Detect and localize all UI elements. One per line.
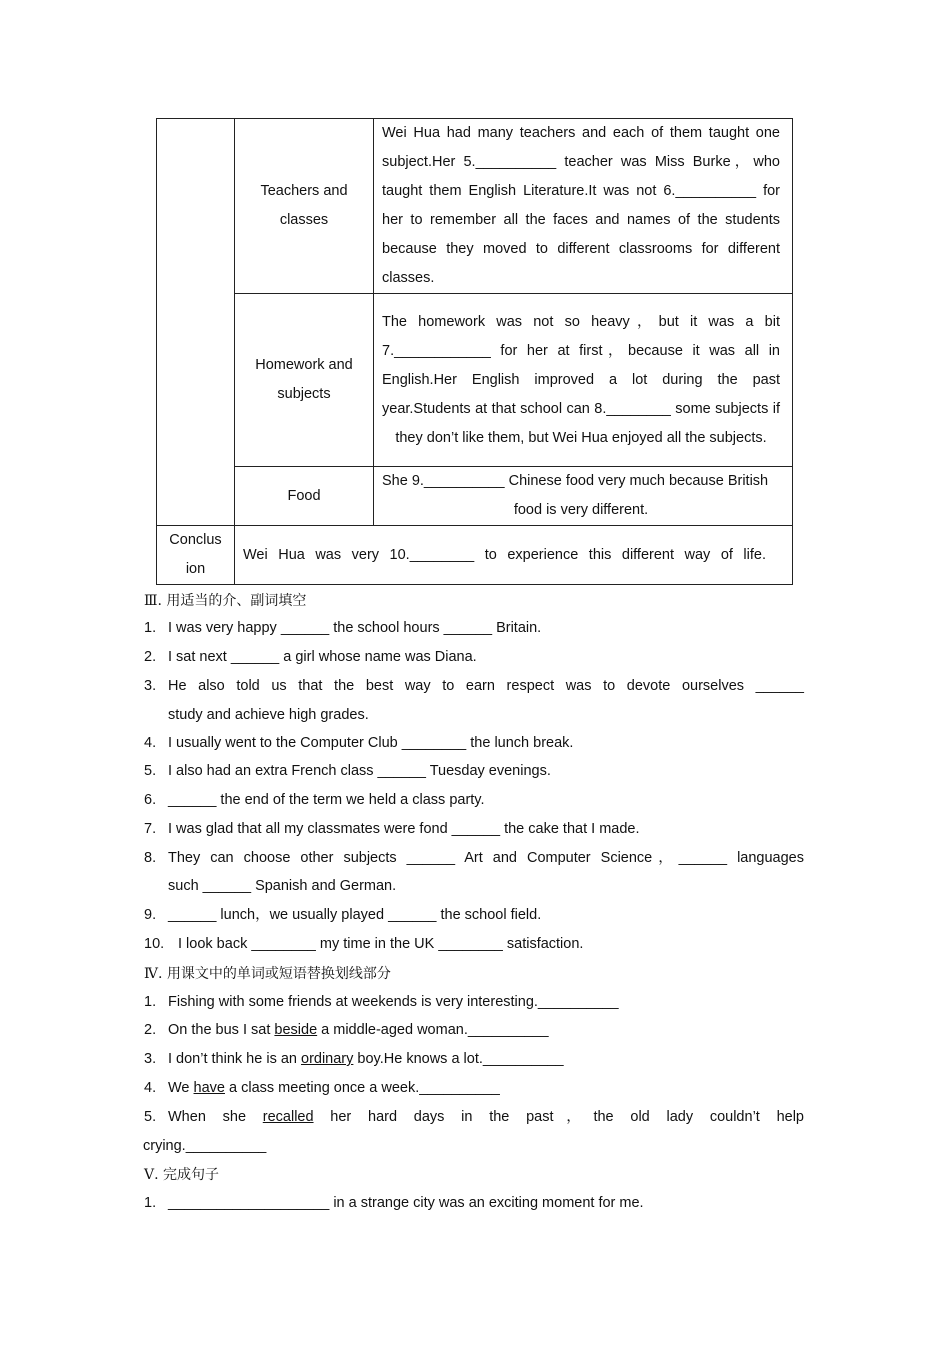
item-text: I was glad that all my classmates were fond ______ the cake that I made.	[168, 821, 640, 837]
list-item	[144, 815, 804, 844]
conclusion-text: Wei Hua was very 10.________ to experience this different way of life.	[243, 546, 766, 563]
table-row-teachers	[157, 119, 793, 294]
item-text: We have a class meeting once a week.__________	[168, 1080, 500, 1096]
item-number: 4.	[144, 735, 157, 751]
item-text: When she recalled her hard days in the past，the old lady couldn’t help	[168, 1109, 804, 1125]
row-label-cell	[235, 119, 374, 294]
row-label-line: Teachers and	[260, 183, 348, 199]
item-number: 1.	[144, 1195, 157, 1211]
section-title: Ⅴ. 完成句子	[144, 1167, 220, 1183]
item-number: 7.	[144, 821, 157, 837]
row-label-line: Homework and	[255, 357, 353, 373]
item-number: 2.	[144, 1022, 157, 1038]
section-title: Ⅲ. 用适当的介、副词填空	[144, 593, 307, 609]
item-text: Fishing with some friends at weekends is very interesting.__________	[168, 994, 619, 1010]
list-item	[144, 1045, 804, 1074]
list-item	[144, 930, 804, 959]
row-text: She 9.__________ Chinese food very much because British food is very different.	[382, 473, 769, 518]
list-item	[144, 988, 804, 1017]
list-item	[144, 901, 804, 930]
item-text: They can choose other subjects ______ Art and Computer Science，______ languages	[168, 850, 804, 866]
row-text: Wei Hua had many teachers and each of them taught one subject.Her 5.__________ teacher was Miss Burke，who taught them English Literature.It was not 6.__________ for her to remember all the faces and names of the students because they moved to different classrooms for different classes.	[382, 125, 780, 286]
row-text-cell	[374, 119, 793, 294]
item-number: 6.	[144, 792, 157, 808]
row-label-line: Food	[287, 487, 321, 504]
conclusion-label-line: Conclus	[169, 532, 222, 548]
item-number: 3.	[144, 1051, 157, 1067]
item-text: On the bus I sat beside a middle-aged woman.__________	[168, 1022, 549, 1038]
empty-header-cell	[157, 119, 235, 526]
item-number: 5.	[144, 1109, 157, 1125]
conclusion-label-cell	[157, 526, 235, 585]
table-row-food	[157, 467, 793, 526]
item-text: I look back ________ my time in the UK ________ satisfaction.	[178, 936, 584, 952]
row-text-cell	[374, 294, 793, 467]
list-item	[144, 1016, 804, 1045]
list-item	[144, 672, 804, 701]
item-continuation: such ______ Spanish and German.	[168, 878, 397, 894]
row-label-cell	[235, 467, 374, 526]
list-item	[144, 643, 804, 672]
item-continuation: crying.__________	[143, 1138, 267, 1154]
item-number: 8.	[144, 850, 157, 866]
list-item	[144, 786, 804, 815]
item-number: 4.	[144, 1080, 157, 1096]
item-number: 1.	[144, 620, 157, 636]
item-text: I also had an extra French class ______ Tuesday evenings.	[168, 763, 551, 779]
row-text: The homework was not so heavy，but it was a bit 7.____________ for her at first，because it was all in English.Her English improved a lot during the past year.Students at that school can 8.________ some subjects if they don’t like them, but Wei Hua enjoyed all the subjects.	[382, 313, 780, 446]
underlined-word: ordinary	[301, 1051, 354, 1067]
section-title: Ⅳ. 用课文中的单词或短语替换划线部分	[144, 966, 391, 982]
list-item	[144, 1074, 804, 1103]
underlined-word: beside	[274, 1022, 318, 1038]
item-text: I usually went to the Computer Club ________ the lunch break.	[168, 735, 574, 751]
underlined-word: have	[193, 1080, 225, 1096]
row-text-cell	[374, 467, 793, 526]
table-row-conclusion	[157, 526, 793, 585]
item-number: 1.	[144, 994, 157, 1010]
item-text: ____________________ in a strange city was an exciting moment for me.	[168, 1195, 644, 1211]
item-text: I don’t think he is an ordinary boy.He knows a lot.__________	[168, 1051, 564, 1067]
row-label-line: subjects	[277, 386, 331, 402]
conclusion-label-line: ion	[185, 561, 206, 577]
list-item	[144, 1103, 804, 1132]
list-item	[144, 614, 804, 643]
item-continuation: study and achieve high grades.	[168, 707, 369, 723]
item-text: ______ the end of the term we held a class party.	[168, 792, 485, 808]
item-text: ______ lunch，we usually played ______ the school field.	[168, 907, 542, 923]
row-label-line: classes	[279, 212, 329, 228]
item-text: He also told us that the best way to earn respect was to devote ourselves ______	[168, 678, 804, 694]
table-row-homework	[157, 294, 793, 467]
conclusion-text-cell	[235, 526, 793, 585]
item-text: I was very happy ______ the school hours ______ Britain.	[168, 620, 542, 636]
item-number: 3.	[144, 678, 157, 694]
list-item	[144, 757, 804, 786]
list-item	[144, 1189, 804, 1218]
item-number: 5.	[144, 763, 157, 779]
row-label-cell	[235, 294, 374, 467]
item-number: 2.	[144, 649, 157, 665]
item-number: 9.	[144, 907, 157, 923]
item-text: I sat next ______ a girl whose name was Diana.	[168, 649, 477, 665]
list-item	[144, 729, 804, 758]
underlined-word: recalled	[262, 1109, 314, 1125]
summary-table	[156, 118, 793, 585]
list-item	[144, 844, 804, 873]
item-number: 10.	[144, 936, 165, 952]
